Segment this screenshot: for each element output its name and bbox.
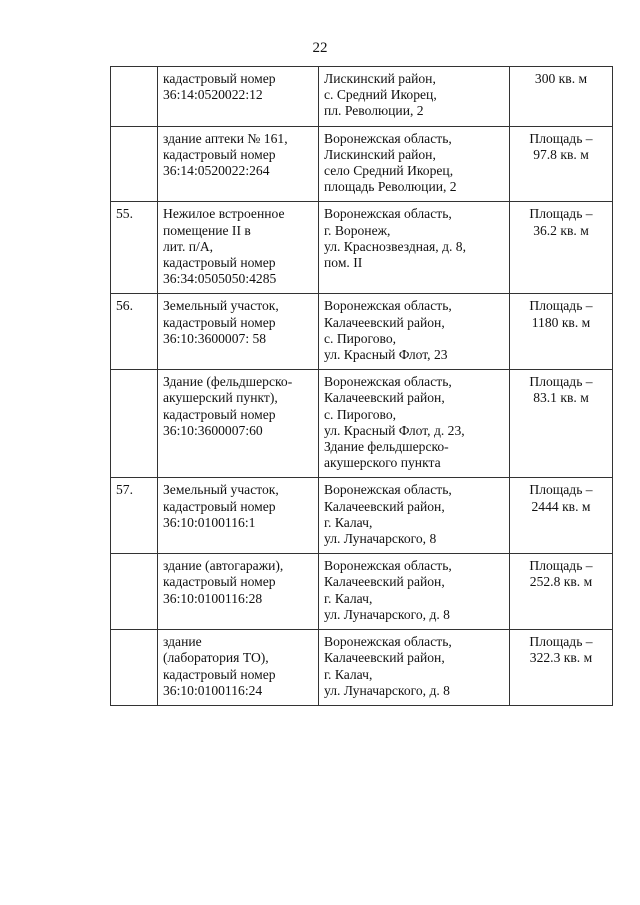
area-cell bbox=[510, 370, 613, 478]
address-line: ул. Красный Флот, 23 bbox=[324, 347, 448, 363]
object-cell bbox=[158, 67, 319, 127]
address-line: пл. Революции, 2 bbox=[324, 103, 424, 119]
table-row bbox=[111, 478, 613, 554]
area-line: Площадь – bbox=[529, 374, 593, 390]
object-line: Земельный участок, bbox=[163, 298, 279, 314]
area-cell bbox=[510, 294, 613, 370]
row-number-cell: 55. bbox=[111, 202, 158, 294]
object-line: 36:10:0100116:24 bbox=[163, 682, 263, 698]
address-line: Калачеевский район, bbox=[324, 498, 445, 514]
address-line: г. Воронеж, bbox=[324, 222, 391, 238]
area-cell bbox=[510, 554, 613, 630]
object-line: помещение II в bbox=[163, 222, 251, 238]
object-line: кадастровый номер bbox=[163, 314, 276, 330]
address-line: площадь Революции, 2 bbox=[324, 179, 457, 195]
address-line: Воронежская область, bbox=[324, 558, 452, 574]
address-cell bbox=[319, 478, 510, 554]
object-line: Здание (фельдшерско- bbox=[163, 374, 293, 390]
row-number-cell: 57. bbox=[111, 478, 158, 554]
object-line: кадастровый номер bbox=[163, 146, 276, 162]
object-cell bbox=[158, 126, 319, 202]
area-line: 252.8 кв. м bbox=[529, 574, 593, 590]
property-table bbox=[110, 66, 613, 706]
row-number-cell bbox=[111, 370, 158, 478]
area-line: Площадь – bbox=[529, 298, 593, 314]
object-line: Нежилое встроенное bbox=[163, 206, 285, 222]
address-line: Здание фельдшерско- bbox=[324, 439, 449, 455]
address-line: Воронежская область, bbox=[324, 130, 452, 146]
address-cell bbox=[319, 67, 510, 127]
object-line: кадастровый номер bbox=[163, 255, 276, 271]
address-line: г. Калач, bbox=[324, 666, 373, 682]
area-line: 36.2 кв. м bbox=[533, 222, 589, 238]
address-line: г. Калач, bbox=[324, 590, 373, 606]
object-line: 36:10:3600007: 58 bbox=[163, 330, 267, 346]
object-cell bbox=[158, 630, 319, 706]
object-line: лит. п/А, bbox=[163, 238, 214, 254]
area-line: 83.1 кв. м bbox=[533, 390, 589, 406]
object-line: 36:14:0520022:264 bbox=[163, 163, 270, 179]
object-cell bbox=[158, 294, 319, 370]
row-number-cell bbox=[111, 630, 158, 706]
table-row bbox=[111, 202, 613, 294]
area-cell bbox=[510, 630, 613, 706]
area-line: Площадь – bbox=[529, 206, 593, 222]
address-line: пом. II bbox=[324, 255, 363, 271]
object-cell bbox=[158, 478, 319, 554]
address-line: Калачеевский район, bbox=[324, 390, 445, 406]
address-cell bbox=[319, 630, 510, 706]
object-line: 36:10:0100116:1 bbox=[163, 514, 256, 530]
table-row bbox=[111, 370, 613, 478]
object-cell bbox=[158, 370, 319, 478]
address-line: г. Калач, bbox=[324, 514, 373, 530]
table-row bbox=[111, 67, 613, 127]
address-line: с. Пирогово, bbox=[324, 330, 397, 346]
object-line: (лаборатория ТО), bbox=[163, 650, 269, 666]
object-line: кадастровый номер bbox=[163, 574, 276, 590]
address-line: село Средний Икорец, bbox=[324, 163, 454, 179]
address-line: с. Пирогово, bbox=[324, 406, 397, 422]
address-line: Калачеевский район, bbox=[324, 574, 445, 590]
address-line: Лискинский район, bbox=[324, 146, 436, 162]
address-cell bbox=[319, 370, 510, 478]
address-cell bbox=[319, 294, 510, 370]
row-number-cell bbox=[111, 554, 158, 630]
area-line: 2444 кв. м bbox=[531, 498, 591, 514]
address-cell bbox=[319, 554, 510, 630]
object-line: кадастровый номер bbox=[163, 406, 276, 422]
object-line: здание аптеки № 161, bbox=[163, 130, 288, 146]
object-line: здание (автогаражи), bbox=[163, 558, 284, 574]
address-line: Воронежская область, bbox=[324, 298, 452, 314]
page-number: 22 bbox=[312, 40, 328, 56]
row-number-cell bbox=[111, 126, 158, 202]
object-line: акушерский пункт), bbox=[163, 390, 278, 406]
area-cell bbox=[510, 126, 613, 202]
object-line: 36:34:0505050:4285 bbox=[163, 271, 277, 287]
address-cell bbox=[319, 126, 510, 202]
object-line: 36:14:0520022:12 bbox=[163, 87, 263, 103]
area-line: Площадь – bbox=[529, 634, 593, 650]
address-line: акушерского пункта bbox=[324, 455, 441, 471]
address-line: Калачеевский район, bbox=[324, 314, 445, 330]
address-line: Калачеевский район, bbox=[324, 650, 445, 666]
address-line: ул. Луначарского, 8 bbox=[324, 531, 437, 547]
object-line: кадастровый номер bbox=[163, 666, 276, 682]
table-row bbox=[111, 126, 613, 202]
object-line: кадастровый номер bbox=[163, 498, 276, 514]
address-line: Воронежская область, bbox=[324, 482, 452, 498]
object-line: 36:10:3600007:60 bbox=[163, 422, 263, 438]
object-line: кадастровый номер bbox=[163, 71, 276, 86]
object-line: Земельный участок, bbox=[163, 482, 279, 498]
area-cell bbox=[510, 478, 613, 554]
address-cell bbox=[319, 202, 510, 294]
row-number-cell: 56. bbox=[111, 294, 158, 370]
area-cell bbox=[510, 67, 613, 127]
address-line: Воронежская область, bbox=[324, 374, 452, 390]
object-cell bbox=[158, 202, 319, 294]
area-line: 300 кв. м bbox=[534, 71, 588, 86]
address-line: Воронежская область, bbox=[324, 634, 452, 650]
address-line: с. Средний Икорец, bbox=[324, 87, 437, 103]
address-line: ул. Краснозвездная, д. 8, bbox=[324, 238, 466, 254]
area-line: Площадь – bbox=[529, 130, 593, 146]
area-line: Площадь – bbox=[529, 482, 593, 498]
object-line: 36:10:0100116:28 bbox=[163, 590, 263, 606]
area-line: 322.3 кв. м bbox=[529, 650, 593, 666]
table-row bbox=[111, 630, 613, 706]
row-number-cell bbox=[111, 67, 158, 127]
object-line: здание bbox=[163, 634, 202, 650]
area-line: 97.8 кв. м bbox=[533, 146, 589, 162]
area-line: 1180 кв. м bbox=[531, 314, 591, 330]
table-row bbox=[111, 294, 613, 370]
address-line: Воронежская область, bbox=[324, 206, 452, 222]
address-line: ул. Красный Флот, д. 23, bbox=[324, 422, 465, 438]
property-table-body bbox=[111, 67, 613, 706]
address-line: ул. Луначарского, д. 8 bbox=[324, 682, 450, 698]
address-line: Лискинский район, bbox=[324, 71, 436, 86]
area-cell bbox=[510, 202, 613, 294]
object-cell bbox=[158, 554, 319, 630]
address-line: ул. Луначарского, д. 8 bbox=[324, 606, 450, 622]
table-row bbox=[111, 554, 613, 630]
area-line: Площадь – bbox=[529, 558, 593, 574]
